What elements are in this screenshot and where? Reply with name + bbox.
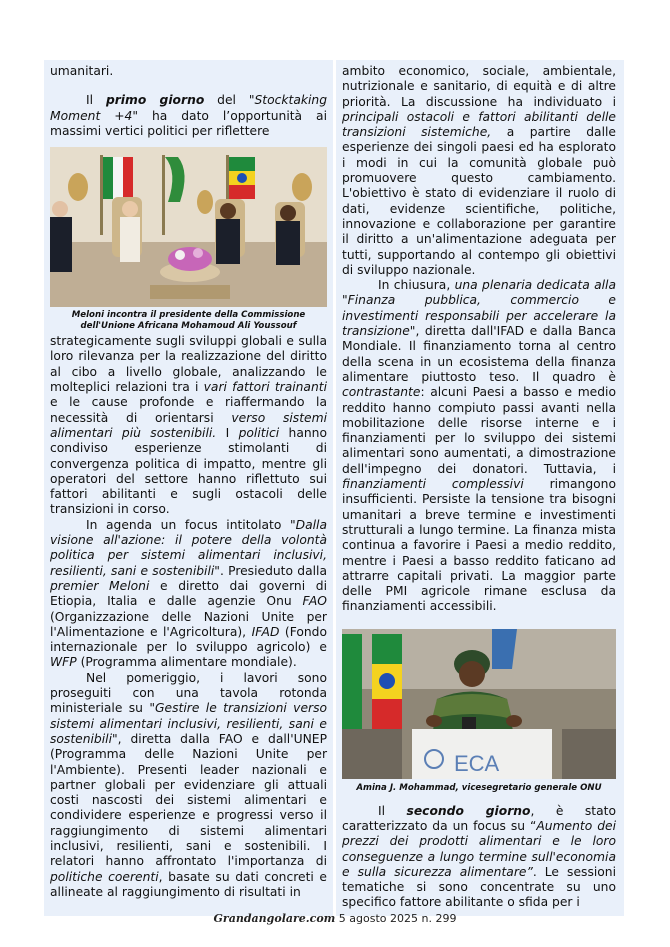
page-footer	[0, 912, 670, 925]
paragraph-continuation: umanitari.	[50, 64, 114, 78]
paragraph-agenda: In agenda un focus intitolato "Dalla visione all'azione: il potere della volontà politica per sistemi alimentari inclusivi, resilienti, sani e sostenibili". Presieduto dalla premier Meloni e diretto dai governi di Etiopia, Italia e dalle agenzie Onu FAO (Organizzazione delle Nazioni Unite per l'Alimentazione e l'Agricoltura), IFAD (Fondo internazionale per lo sviluppo agricolo) e WFP (Programma alimentare mondiale).	[50, 517, 327, 670]
paragraph-strategy: strategicamente sugli sviluppi globali e sulla loro rilevanza per la realizzazione del diritto al cibo a livello globale, analizzando le molteplici relazioni tra i vari fattori trainanti e le cause profonde e riaffermando la necessità di orientarsi verso sistemi alimentari più sostenibili. I politici hanno condiviso esperienze stimolanti di convergenza politica di impatto, mentre gli operatori del settore hanno riflettuto sui fattori abilitanti e sugli ostacoli delle transizioni in corso.	[50, 334, 328, 517]
paragraph-first-day: Il primo giorno del "Stocktaking Moment +4" ha dato l’opportunità ai massimi vertici politici per riflettere	[50, 93, 328, 138]
footer-brand: Grandangolare.com	[213, 912, 336, 925]
photo-caption-meeting: Meloni incontra il presidente della Commissione dell'Unione Africana Mohamoud Ali Youssouf	[71, 310, 306, 332]
speaker-photo	[342, 629, 616, 779]
meeting-photo	[50, 147, 327, 307]
photo-caption-speaker: Amina J. Mohammad, vicesegretario generale ONU	[356, 782, 602, 793]
right-column	[336, 60, 624, 916]
footer-issue: 5 agosto 2025 n. 299	[335, 912, 457, 925]
paragraph-second-day: Il secondo giorno, è stato caratterizzato da un focus su “Aumento dei prezzi dei prodotti alimentari e le loro conseguenze a lungo termine sull'economia e sulla sicurezza alimentare”. Le sessioni tematiche si sono concentrate su uno specifico fattore abilitante o sfida per i	[342, 803, 617, 910]
paragraph-afternoon: Nel pomeriggio, i lavori sono proseguiti con una tavola rotonda ministeriale su "Gestire le transizioni verso sistemi alimentari inclusivi, resilienti, sani e sostenibili", diretta dalla FAO e dall'UNEP (Programma delle Nazioni Unite per l'Ambiente). Presenti leader nazionali e partner globali per evidenziare gli attuali costi nascosti dei sistemi alimentari e condividere esperienze e progressi verso il raggiungimento di sistemi alimentari inclusivi, resilienti, sani e sostenibili. I relatori hanno affrontato l'importanza di politiche coerenti, basate su dati concreti e allineate al raggiungimento di risultati in	[50, 670, 328, 899]
podium-logo-text: ECA	[454, 750, 500, 776]
paragraph-discussion: ambito economico, sociale, ambientale, nutrizionale e sanitario, di equità e di altre priorità. La discussione ha individuato i principali ostacoli e fattori abilitanti delle transizioni sistemiche, a partire dalle esperienze dei singoli paesi ed ha esplorato i modi in cui la comunità globale può promuovere questo cambiamento. L'obiettivo è stato di evidenziare il ruolo di dati, evidenze scientifiche, politiche, innovazione e collaborazione per garantire il diritto a un'alimentazione adeguata per tutti, supportando al contempo gli obiettivi di sviluppo nazionale.	[342, 64, 616, 277]
paragraph-closing: In chiusura, una plenaria dedicata alla "Finanza pubblica, commercio e investimenti responsabili per accelerare la transizione", diretta dall'IFAD e dalla Banca Mondiale. Il finanziamento torna al centro della scena in un ecosistema della finanza alimentare piuttosto teso. Il quadro è contrastante: alcuni Paesi a basso e medio reddito hanno compiuto passi avanti nella mobilitazione delle risorse interne e i finanziamenti per lo sviluppo dei sistemi alimentari sono aumentati, a dimostrazione dell'impegno dei donatori. Tuttavia, i finanziamenti complessivi rimangono insufficienti. Persiste la tensione tra bisogni umanitari a breve termine e investimenti strutturali a lungo termine. La finanza mista continua a favorire i Paesi a medio reddito, mentre i Paesi a basso reddito faticano ad attrarre capitali privati. La maggior parte delle PMI agricole rimane esclusa da finanziamenti accessibili.	[342, 278, 617, 614]
left-column	[44, 60, 333, 916]
